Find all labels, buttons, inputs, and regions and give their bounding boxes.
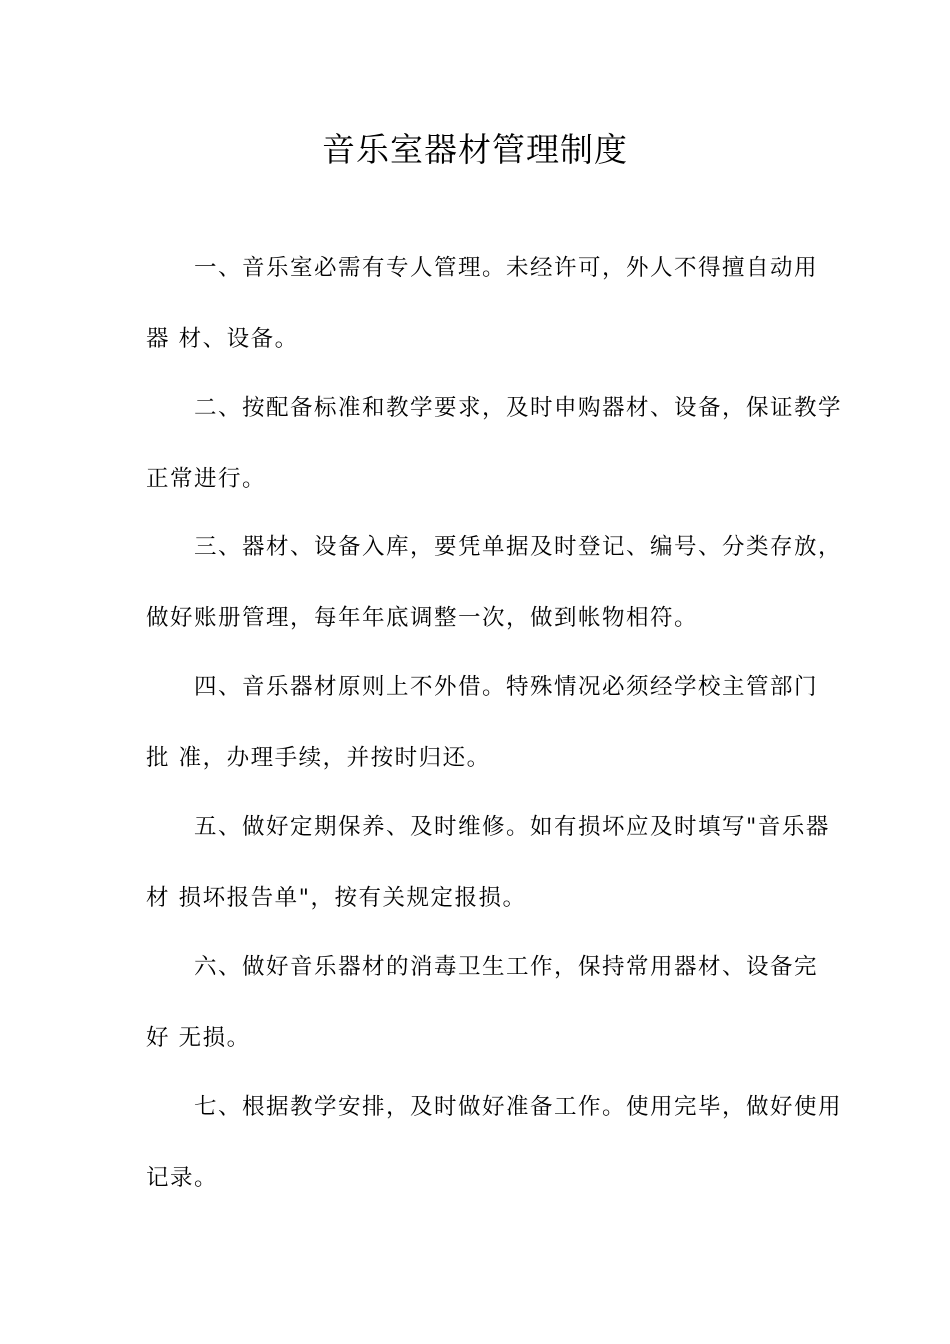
clause-7-line-2: 记录。 [146,1165,219,1191]
clause-4-line-2: 批 准，办理手续，并按时归还。 [146,745,491,771]
clause-5-line-2: 材 损坏报告单"，按有关规定报损。 [146,885,527,911]
clause-6-line-2: 好 无损。 [146,1025,251,1051]
clause-4-line-1: 四、音乐器材原则上不外借。特殊情况必须经学校主管部门 [194,674,819,700]
clause-3-line-2: 做好账册管理，每年年底调整一次，做到帐物相符。 [146,605,699,631]
clause-3-line-1: 三、器材、设备入库，要凭单据及时登记、编号、分类存放， [194,534,843,560]
clause-1-line-2: 器 材、设备。 [146,326,299,352]
clause-1-line-1: 一、音乐室必需有专人管理。未经许可，外人不得擅自动用 [194,255,819,281]
clause-7-line-1: 七、根据教学安排，及时做好准备工作。使用完毕，做好使用 [194,1094,843,1120]
document-title: 音乐室器材管理制度 [322,130,628,169]
clause-2-line-2: 正常进行。 [146,466,267,492]
clause-2-line-1: 二、按配备标准和教学要求，及时申购器材、设备，保证教学 [194,395,843,421]
clause-6-line-1: 六、做好音乐器材的消毒卫生工作，保持常用器材、设备完 [194,954,819,980]
clause-5-line-1: 五、做好定期保养、及时维修。如有损坏应及时填写"音乐器 [194,814,830,840]
